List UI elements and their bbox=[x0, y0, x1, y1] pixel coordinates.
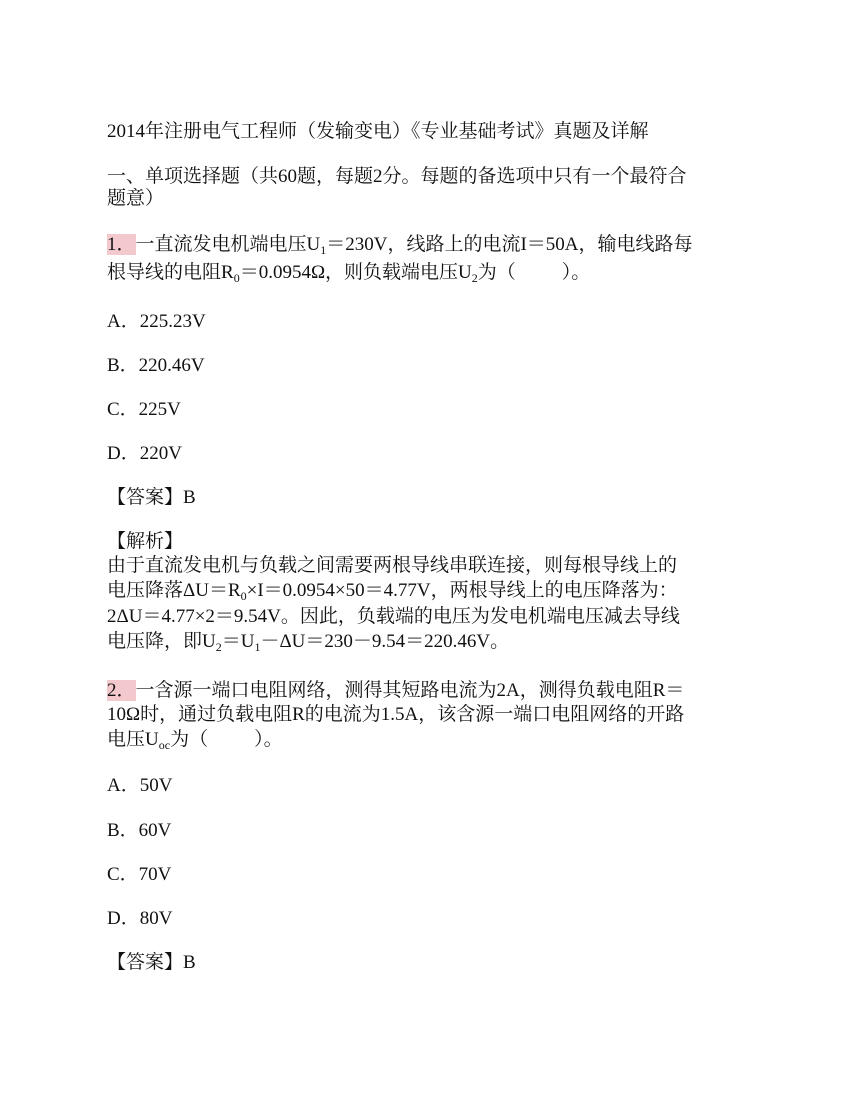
question-1-option-c: C．225V bbox=[107, 399, 181, 420]
question-2-option-b: B．60V bbox=[107, 820, 172, 841]
section-heading-line-2: 题意） bbox=[107, 188, 165, 209]
question-1-answer: 【答案】B bbox=[107, 487, 196, 508]
question-2-line-1: 2．一含源一端口电阻网络，测得其短路电流为2A，测得负载电阻R＝ bbox=[107, 680, 685, 701]
question-1-line-2: 根导线的电阻$R_0=0.0954\Omega$，则负载端电压$U_2$为（ ）。 bbox=[107, 262, 591, 285]
question-1-analysis-label: 【解析】 bbox=[107, 531, 184, 552]
question-2-line-3: 电压$U_{oc}$为（ ）。 bbox=[107, 729, 283, 752]
question-1-option-a: A．225.23V bbox=[107, 311, 206, 332]
question-1-analysis-line-4: 电压降，即$U_2=U_1-\Delta U=230-9.54=220.46V$。 bbox=[107, 631, 510, 654]
question-2-answer: 【答案】B bbox=[107, 952, 196, 973]
question-1-analysis-line-1: 由于直流发电机与负载之间需要两根导线串联连接，则每根导线上的 bbox=[107, 555, 678, 576]
question-1-line-1: 1．一直流发电机端电压$U_1=230V$，线路上的电流I＝50A，输电线路每 bbox=[107, 234, 693, 257]
document-title: 2014年注册电气工程师（发输变电）《专业基础考试》真题及详解 bbox=[107, 121, 649, 142]
section-heading-line-1: 一、单项选择题（共60题，每题2分。每题的备选项中只有一个最符合 bbox=[107, 166, 687, 187]
question-1-analysis-line-2: 电压降落$\Delta U=R_0\times I=0.0954\times 50=4.77V$，两根导线上的电压降落为： bbox=[107, 580, 678, 603]
question-2-line-2: 10Ω时，通过负载电阻R的电流为1.5A，该含源一端口电阻网络的开路 bbox=[107, 704, 685, 725]
question-2-option-d: D．80V bbox=[107, 908, 173, 929]
question-1-option-b: B．220.46V bbox=[107, 355, 205, 376]
question-2-option-a: A．50V bbox=[107, 775, 173, 796]
question-1-number: 1． bbox=[107, 234, 136, 255]
question-1-analysis-line-3: 2ΔU＝4.77×2＝9.54V。因此，负载端的电压为发电机端电压减去导线 bbox=[107, 606, 680, 627]
question-2-option-c: C．70V bbox=[107, 864, 172, 885]
question-2-number: 2． bbox=[107, 680, 136, 701]
question-1-option-d: D．220V bbox=[107, 443, 182, 464]
